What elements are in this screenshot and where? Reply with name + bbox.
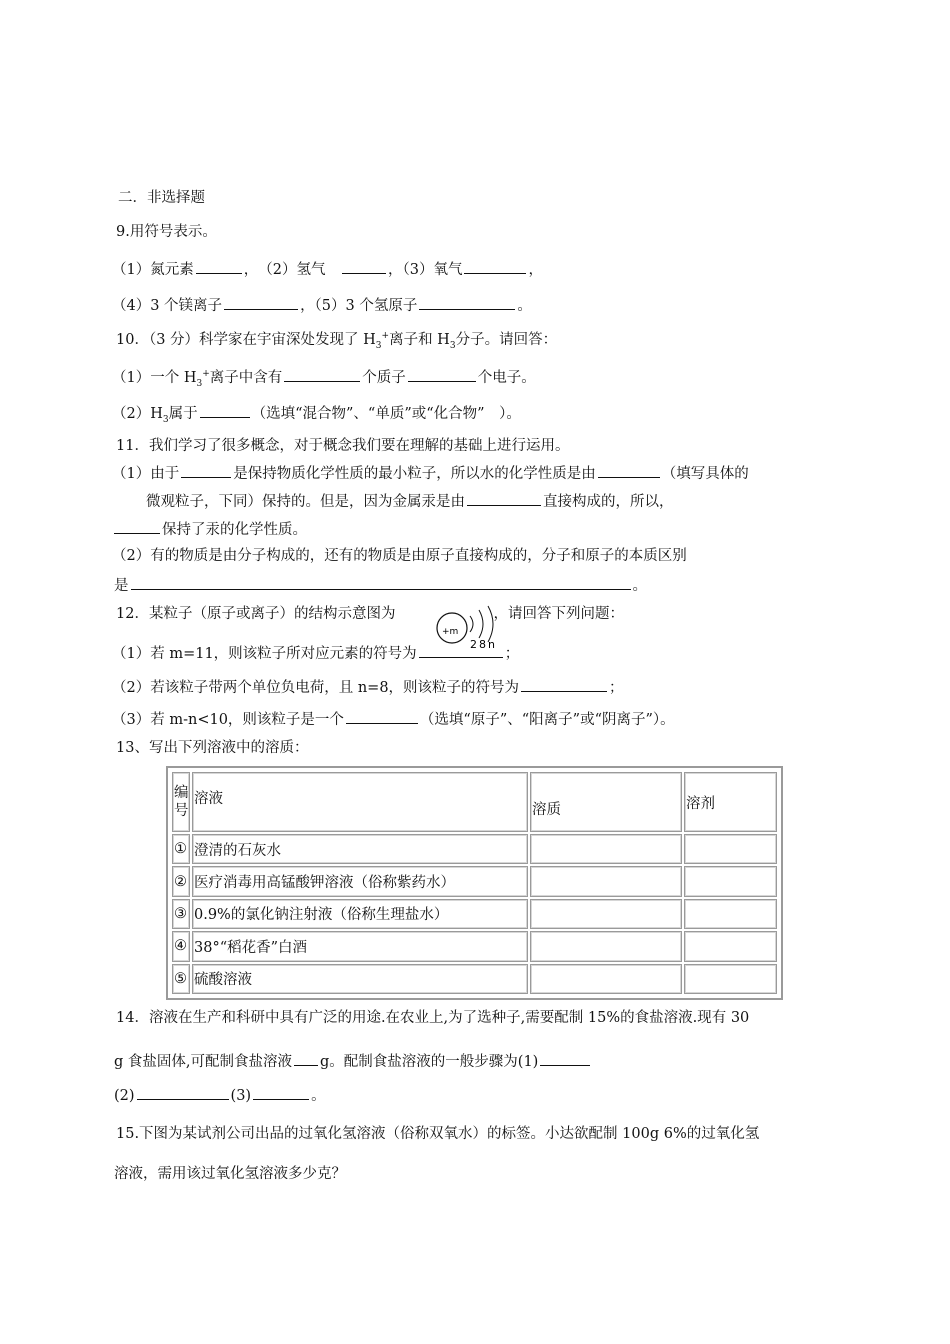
solute-cell[interactable] (530, 931, 682, 961)
q14-text: 。 (311, 1088, 326, 1104)
q12-text: （选填“原子”、“阳离子”或“阴离子”）。 (419, 712, 675, 728)
q9-text: ，（3）氧气 (387, 262, 463, 278)
q14-text: (2) (114, 1088, 135, 1104)
q14-text: g。配制食盐溶液的一般步骤为(1) (320, 1054, 539, 1070)
q10-title (116, 330, 557, 350)
answer-blank[interactable] (419, 642, 503, 658)
header-solvent: 溶剂 (684, 772, 777, 832)
table-row (172, 834, 777, 864)
q9-title: 9.用符号表示。 (116, 224, 217, 240)
answer-blank[interactable] (521, 676, 607, 692)
answer-blank[interactable] (464, 258, 526, 274)
q11-text: 直接构成的，所以， (543, 494, 674, 510)
subscript: 3 (449, 340, 456, 351)
q9-text: （4）3 个镁离子 (112, 298, 223, 314)
q11-line5 (114, 574, 647, 596)
table-row (172, 931, 777, 961)
solvent-cell[interactable] (684, 964, 777, 994)
q9-text: 。 (517, 298, 532, 314)
q14-line3 (114, 1084, 326, 1106)
shell1-count: 2 (470, 638, 477, 651)
answer-blank[interactable] (224, 294, 298, 310)
q11-text: 是保持物质化学性质的最小粒子，所以水的化学性质是由 (233, 466, 596, 482)
q14-text: (3) (230, 1088, 252, 1104)
row-number: ④ (172, 931, 190, 961)
shell2-count: 8 (479, 638, 486, 651)
shell3-count: n (488, 638, 495, 651)
q10-text: 个质子 (362, 370, 406, 386)
answer-blank[interactable] (114, 518, 160, 534)
solution-table-grid (170, 770, 779, 996)
shell-arc-3 (488, 606, 493, 642)
q9-line2 (112, 294, 532, 316)
q12-text: ； (504, 646, 520, 662)
q10-text: 离子中含有 (209, 370, 283, 386)
subscript: 3 (196, 378, 203, 389)
q9-text: ，（5）3 个氢原子 (300, 298, 418, 314)
subscript: 3 (162, 414, 169, 425)
q11-text: （填写具体的 (661, 466, 749, 482)
q9-text: （1）氮元素 (112, 262, 194, 278)
q10-line1 (112, 366, 536, 388)
section-heading: 二．非选择题 (118, 190, 205, 206)
q11-text: 微观粒子，下同）保持的。但是，因为金属汞是由 (146, 494, 465, 510)
header-solution: 溶液 (192, 772, 528, 832)
solute-cell[interactable] (530, 834, 682, 864)
q14-line1: 14．溶液在生产和科研中具有广泛的用途.在农业上,为了选种子,需要配制 15%的食盐溶液.现有 30 (116, 1010, 750, 1026)
q12-text: （1）若 m=11，则该粒子所对应元素的符号为 (112, 646, 417, 662)
answer-blank[interactable] (137, 1084, 229, 1100)
q10-line2 (112, 402, 521, 424)
solvent-cell[interactable] (684, 866, 777, 896)
answer-blank[interactable] (131, 574, 631, 590)
solvent-cell[interactable] (684, 834, 777, 864)
table-header-row (172, 772, 777, 832)
answer-blank[interactable] (200, 402, 250, 418)
answer-blank[interactable] (342, 258, 386, 274)
q10-text: （2）H (112, 406, 163, 422)
q10-text: （选填“混合物”、“单质”或“化合物” ）。 (251, 406, 521, 422)
row-solution: 医疗消毒用高锰酸钾溶液（俗称紫药水） (192, 866, 528, 896)
answer-blank[interactable] (253, 1084, 309, 1100)
q10-text: 属于 (168, 406, 198, 422)
answer-blank[interactable] (408, 366, 476, 382)
q12-text: ，请回答下列问题： (493, 606, 624, 622)
solvent-cell[interactable] (684, 899, 777, 929)
q9-text: ， (528, 262, 543, 278)
shell-arc-2 (479, 610, 483, 638)
answer-blank[interactable] (467, 490, 541, 506)
q11-title: 11．我们学习了很多概念，对于概念我们要在理解的基础上进行运用。 (116, 438, 570, 454)
answer-blank[interactable] (598, 462, 660, 478)
answer-blank[interactable] (346, 708, 418, 724)
q10-text: 个电子。 (477, 370, 536, 386)
q11-line2 (146, 490, 674, 512)
table-row (172, 866, 777, 896)
q14-line2 (114, 1050, 592, 1072)
row-solution: 0.9%的氯化钠注射液（俗称生理盐水） (192, 899, 528, 929)
row-number: ① (172, 834, 190, 864)
solution-table (166, 766, 783, 1000)
q11-line1 (112, 462, 749, 484)
answer-blank[interactable] (294, 1050, 318, 1066)
q11-line4: （2）有的物质是由分子构成的，还有的物质是由原子直接构成的，分子和原子的本质区别 (112, 548, 687, 564)
q14-text: g 食盐固体,可配制食盐溶液 (114, 1054, 292, 1070)
answer-blank[interactable] (181, 462, 231, 478)
q11-text: 保持了汞的化学性质。 (162, 522, 307, 538)
table-row (172, 964, 777, 994)
header-number: 编号 (172, 772, 190, 832)
q12-line3 (112, 708, 675, 730)
header-solute: 溶质 (530, 772, 682, 832)
q10-text: 离子和 H (389, 332, 450, 348)
solute-cell[interactable] (530, 899, 682, 929)
q12-line2 (112, 676, 624, 698)
nucleus-label: +m (442, 627, 459, 637)
row-solution: 硫酸溶液 (192, 964, 528, 994)
q9-line1 (112, 258, 543, 280)
shell-arc-1 (470, 616, 473, 632)
answer-blank[interactable] (540, 1050, 590, 1066)
q11-text: （1）由于 (112, 466, 180, 482)
answer-blank[interactable] (419, 294, 515, 310)
row-number: ③ (172, 899, 190, 929)
solvent-cell[interactable] (684, 931, 777, 961)
row-number: ⑤ (172, 964, 190, 994)
answer-blank[interactable] (284, 366, 360, 382)
q12-line1 (112, 642, 519, 664)
q9-text: ， （2）氢气 (243, 262, 340, 278)
row-solution: 38°“稻花香”白酒 (192, 931, 528, 961)
solute-cell[interactable] (530, 866, 682, 896)
row-number: ② (172, 866, 190, 896)
q15-line1: 15.下图为某试剂公司出品的过氧化氢溶液（俗称双氧水）的标签。小达欲配制 100g 6%的过氧化氢 (116, 1126, 760, 1142)
superscript: + (381, 331, 390, 342)
subscript: 3 (375, 340, 382, 351)
q15-line2: 溶液，需用该过氧化氢溶液多少克？ (114, 1166, 346, 1182)
answer-blank[interactable] (196, 258, 242, 274)
q13-title: 13、写出下列溶液中的溶质： (116, 740, 309, 756)
q10-text: 分子。请回答： (455, 332, 558, 348)
q10-text: 10．（3 分）科学家在宇宙深处发现了 H (116, 332, 376, 348)
q11-line3 (114, 518, 307, 540)
q11-text: 。 (632, 578, 647, 594)
q10-text: （1）一个 H (112, 370, 197, 386)
solute-cell[interactable] (530, 964, 682, 994)
q12-title (116, 604, 624, 624)
q12-text: ； (609, 680, 624, 696)
superscript: + (202, 369, 210, 380)
q12-text: （2）若该粒子带两个单位负电荷，且 n=8，则该粒子的符号为 (112, 680, 520, 696)
row-solution: 澄清的石灰水 (192, 834, 528, 864)
q12-text: 12．某粒子（原子或离子）的结构示意图为 (116, 606, 396, 622)
table-row (172, 899, 777, 929)
q11-text: 是 (114, 578, 129, 594)
q12-text: （3）若 m-n<10，则该粒子是一个 (112, 712, 344, 728)
